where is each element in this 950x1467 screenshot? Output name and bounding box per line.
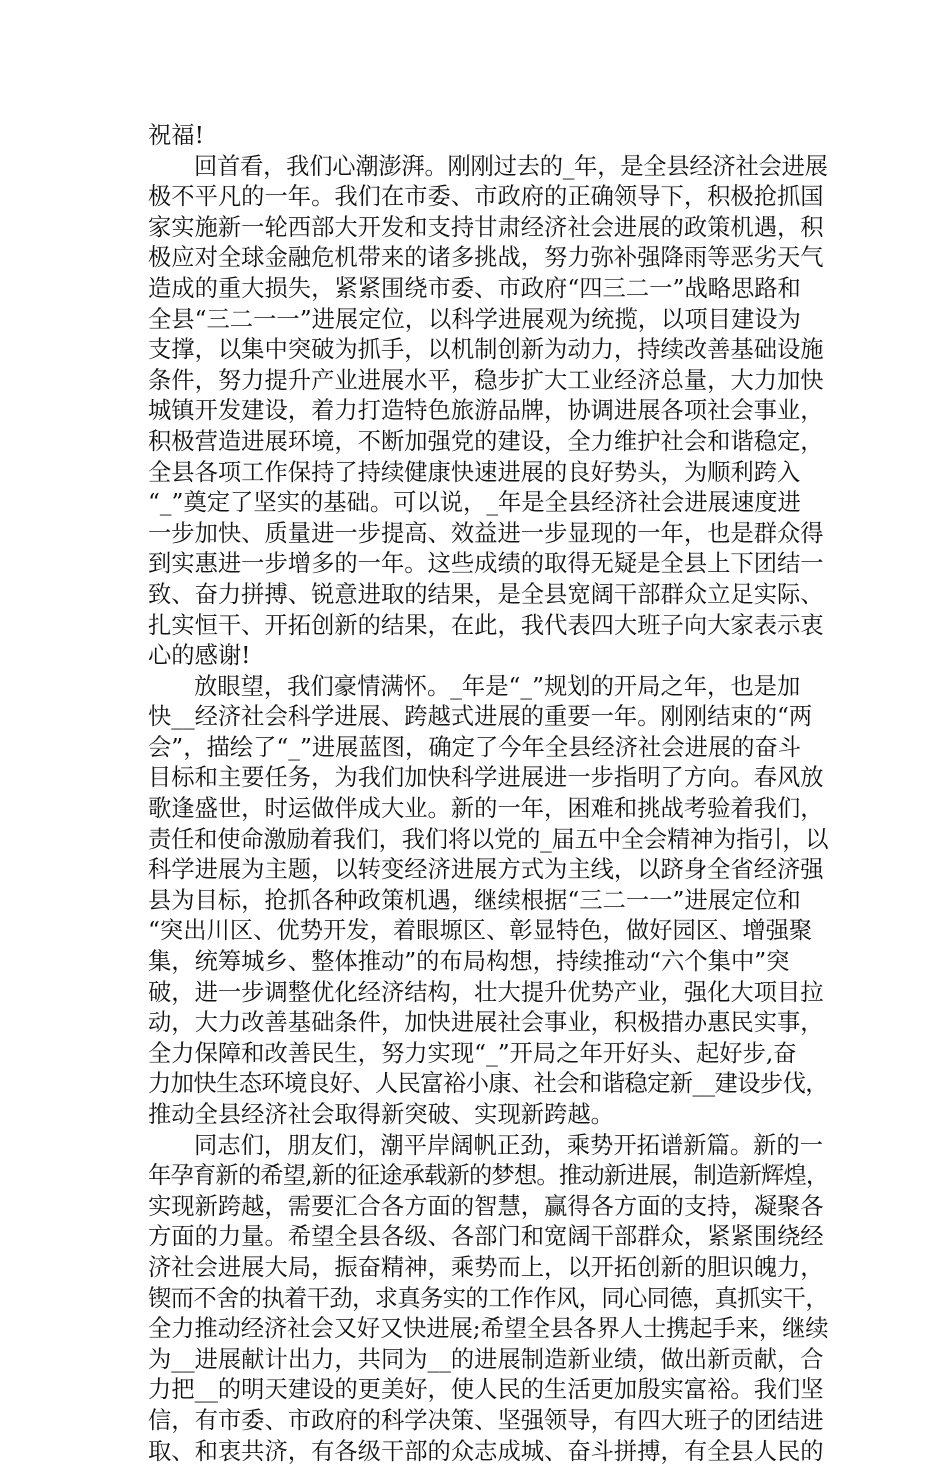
text-line: 目标和主要任务，为我们加快科学进展进一步指明了方向。春风放 bbox=[148, 764, 824, 792]
text-line: 推动全县经济社会取得新突破、实现新跨越。 bbox=[148, 1101, 614, 1128]
text-line: 全力推动经济社会又好又快进展;希望全县各界人士携起手来，继续 bbox=[148, 1315, 829, 1343]
text-line: 心的感谢! bbox=[148, 642, 251, 670]
text-line: 条件，努力提升产业进展水平，稳步扩大工业经济总量，大力加快 bbox=[148, 366, 824, 394]
text-line: 全力保障和改善民生，努力实现“_”开局之年开好头、起好步,奋 bbox=[148, 1039, 797, 1067]
text-line: 动，大力改善基础条件，加快进展社会事业，积极措办惠民实事， bbox=[148, 1009, 824, 1037]
text-line: 致、奋力拼搏、锐意进取的结果，是全县宽阔干部群众立足实际、 bbox=[148, 580, 824, 608]
text-line: 一步加快、质量进一步提高、效益进一步显现的一年，也是群众得 bbox=[148, 519, 824, 547]
text-line: 城镇开发建设，着力打造特色旅游品牌，协调进展各项社会事业， bbox=[148, 397, 824, 425]
text-line: 扎实恒干、开拓创新的结果，在此，我代表四大班子向大家表示衷 bbox=[148, 611, 824, 639]
text-line: 破，进一步调整优化经济结构，壮大提升优势产业，强化大项目拉 bbox=[148, 978, 824, 1006]
text-line: 极应对全球金融危机带来的诸多挑战，努力弥补强降雨等恶劣天气 bbox=[148, 244, 824, 272]
text-line: 全县各项工作保持了持续健康快速进展的良好势头，为顺利跨入 bbox=[148, 458, 801, 486]
text-line: 力把__的明天建设的更美好，使人民的生活更加殷实富裕。我们坚 bbox=[148, 1376, 824, 1404]
text-line: 同志们，朋友们，潮平岸阔帆正劲，乘势开拓谱新篇。新的一 bbox=[194, 1131, 824, 1159]
text-line: 集，统筹城乡、整体推动”的布局构想，持续推动“六个集中”突 bbox=[148, 948, 790, 976]
text-line: 家实施新一轮西部大开发和支持甘肃经济社会进展的政策机遇，积 bbox=[148, 213, 824, 241]
text-line: 积极营造进展环境，不断加强党的建设，全力维护社会和谐稳定， bbox=[148, 427, 824, 455]
text-line: 造成的重大损失，紧紧围绕市委、市政府“四三二一”战略思路和 bbox=[148, 274, 801, 302]
text-line: “_”奠定了坚实的基础。可以说，_年是全县经济社会进展速度进 bbox=[148, 489, 801, 517]
text-line: 锲而不舍的执着干劲，求真务实的工作作风，同心同德，真抓实干， bbox=[148, 1284, 829, 1312]
text-line: 到实惠进一步增多的一年。这些成绩的取得无疑是全县上下团结一 bbox=[148, 550, 824, 578]
text-line: 方面的力量。希望全县各级、各部门和宽阔干部群众，紧紧围绕经 bbox=[148, 1223, 824, 1251]
text-line: 歌逢盛世，时运做伴成大业。新的一年，困难和挑战考验着我们， bbox=[148, 795, 824, 823]
text-line: 济社会进展大局，振奋精神，乘势而上，以开拓创新的胆识魄力， bbox=[148, 1253, 824, 1281]
text-line: 支撑，以集中突破为抓手，以机制创新为动力，持续改善基础设施 bbox=[148, 336, 824, 364]
text-line: 信，有市委、市政府的科学决策、坚强领导，有四大班子的团结进 bbox=[148, 1406, 824, 1434]
text-line: 县为目标，抢抓各种政策机遇，继续根据“三二一一”进展定位和 bbox=[148, 886, 801, 914]
text-line: 取、和衷共济，有各级干部的众志成城、奋斗拼搏，有全县人民的 bbox=[148, 1437, 824, 1465]
text-line: 祝福! bbox=[148, 122, 204, 149]
text-line: 为__进展献计出力，共同为__的进展制造新业绩，做出新贡献，合 bbox=[148, 1345, 824, 1373]
text-line: 快__经济社会科学进展、跨越式进展的重要一年。刚刚结束的“两 bbox=[148, 703, 813, 731]
text-line: 放眼望，我们豪情满怀。_年是“_”规划的开局之年，也是加 bbox=[194, 672, 801, 700]
text-line: 年孕育新的希望,新的征途承载新的梦想。推动新进展，制造新辉煌， bbox=[148, 1162, 829, 1190]
text-line: 实现新跨越，需要汇合各方面的智慧，赢得各方面的支持，凝聚各 bbox=[148, 1192, 824, 1220]
text-line: 全县“三二一一”进展定位，以科学进展观为统揽，以项目建设为 bbox=[148, 305, 801, 333]
text-line: “突出川区、优势开发，着眼塬区、彰显特色，做好园区、增强聚 bbox=[148, 917, 813, 945]
text-line: 极不平凡的一年。我们在市委、市政府的正确领导下，积极抢抓国 bbox=[148, 183, 824, 211]
document-body bbox=[148, 121, 828, 1467]
text-line: 科学进展为主题，以转变经济进展方式为主线，以跻身全省经济强 bbox=[148, 856, 824, 884]
text-line: 责任和使命激励着我们，我们将以党的_届五中全会精神为指引，以 bbox=[148, 825, 829, 853]
text-line: 回首看，我们心潮澎湃。刚刚过去的_年，是全县经济社会进展 bbox=[194, 152, 828, 180]
text-line: 会”，描绘了“_”进展蓝图，确定了今年全县经济社会进展的奋斗 bbox=[148, 733, 802, 761]
text-line: 力加快生态环境良好、人民富裕小康、社会和谐稳定新__建设步伐， bbox=[148, 1070, 828, 1098]
